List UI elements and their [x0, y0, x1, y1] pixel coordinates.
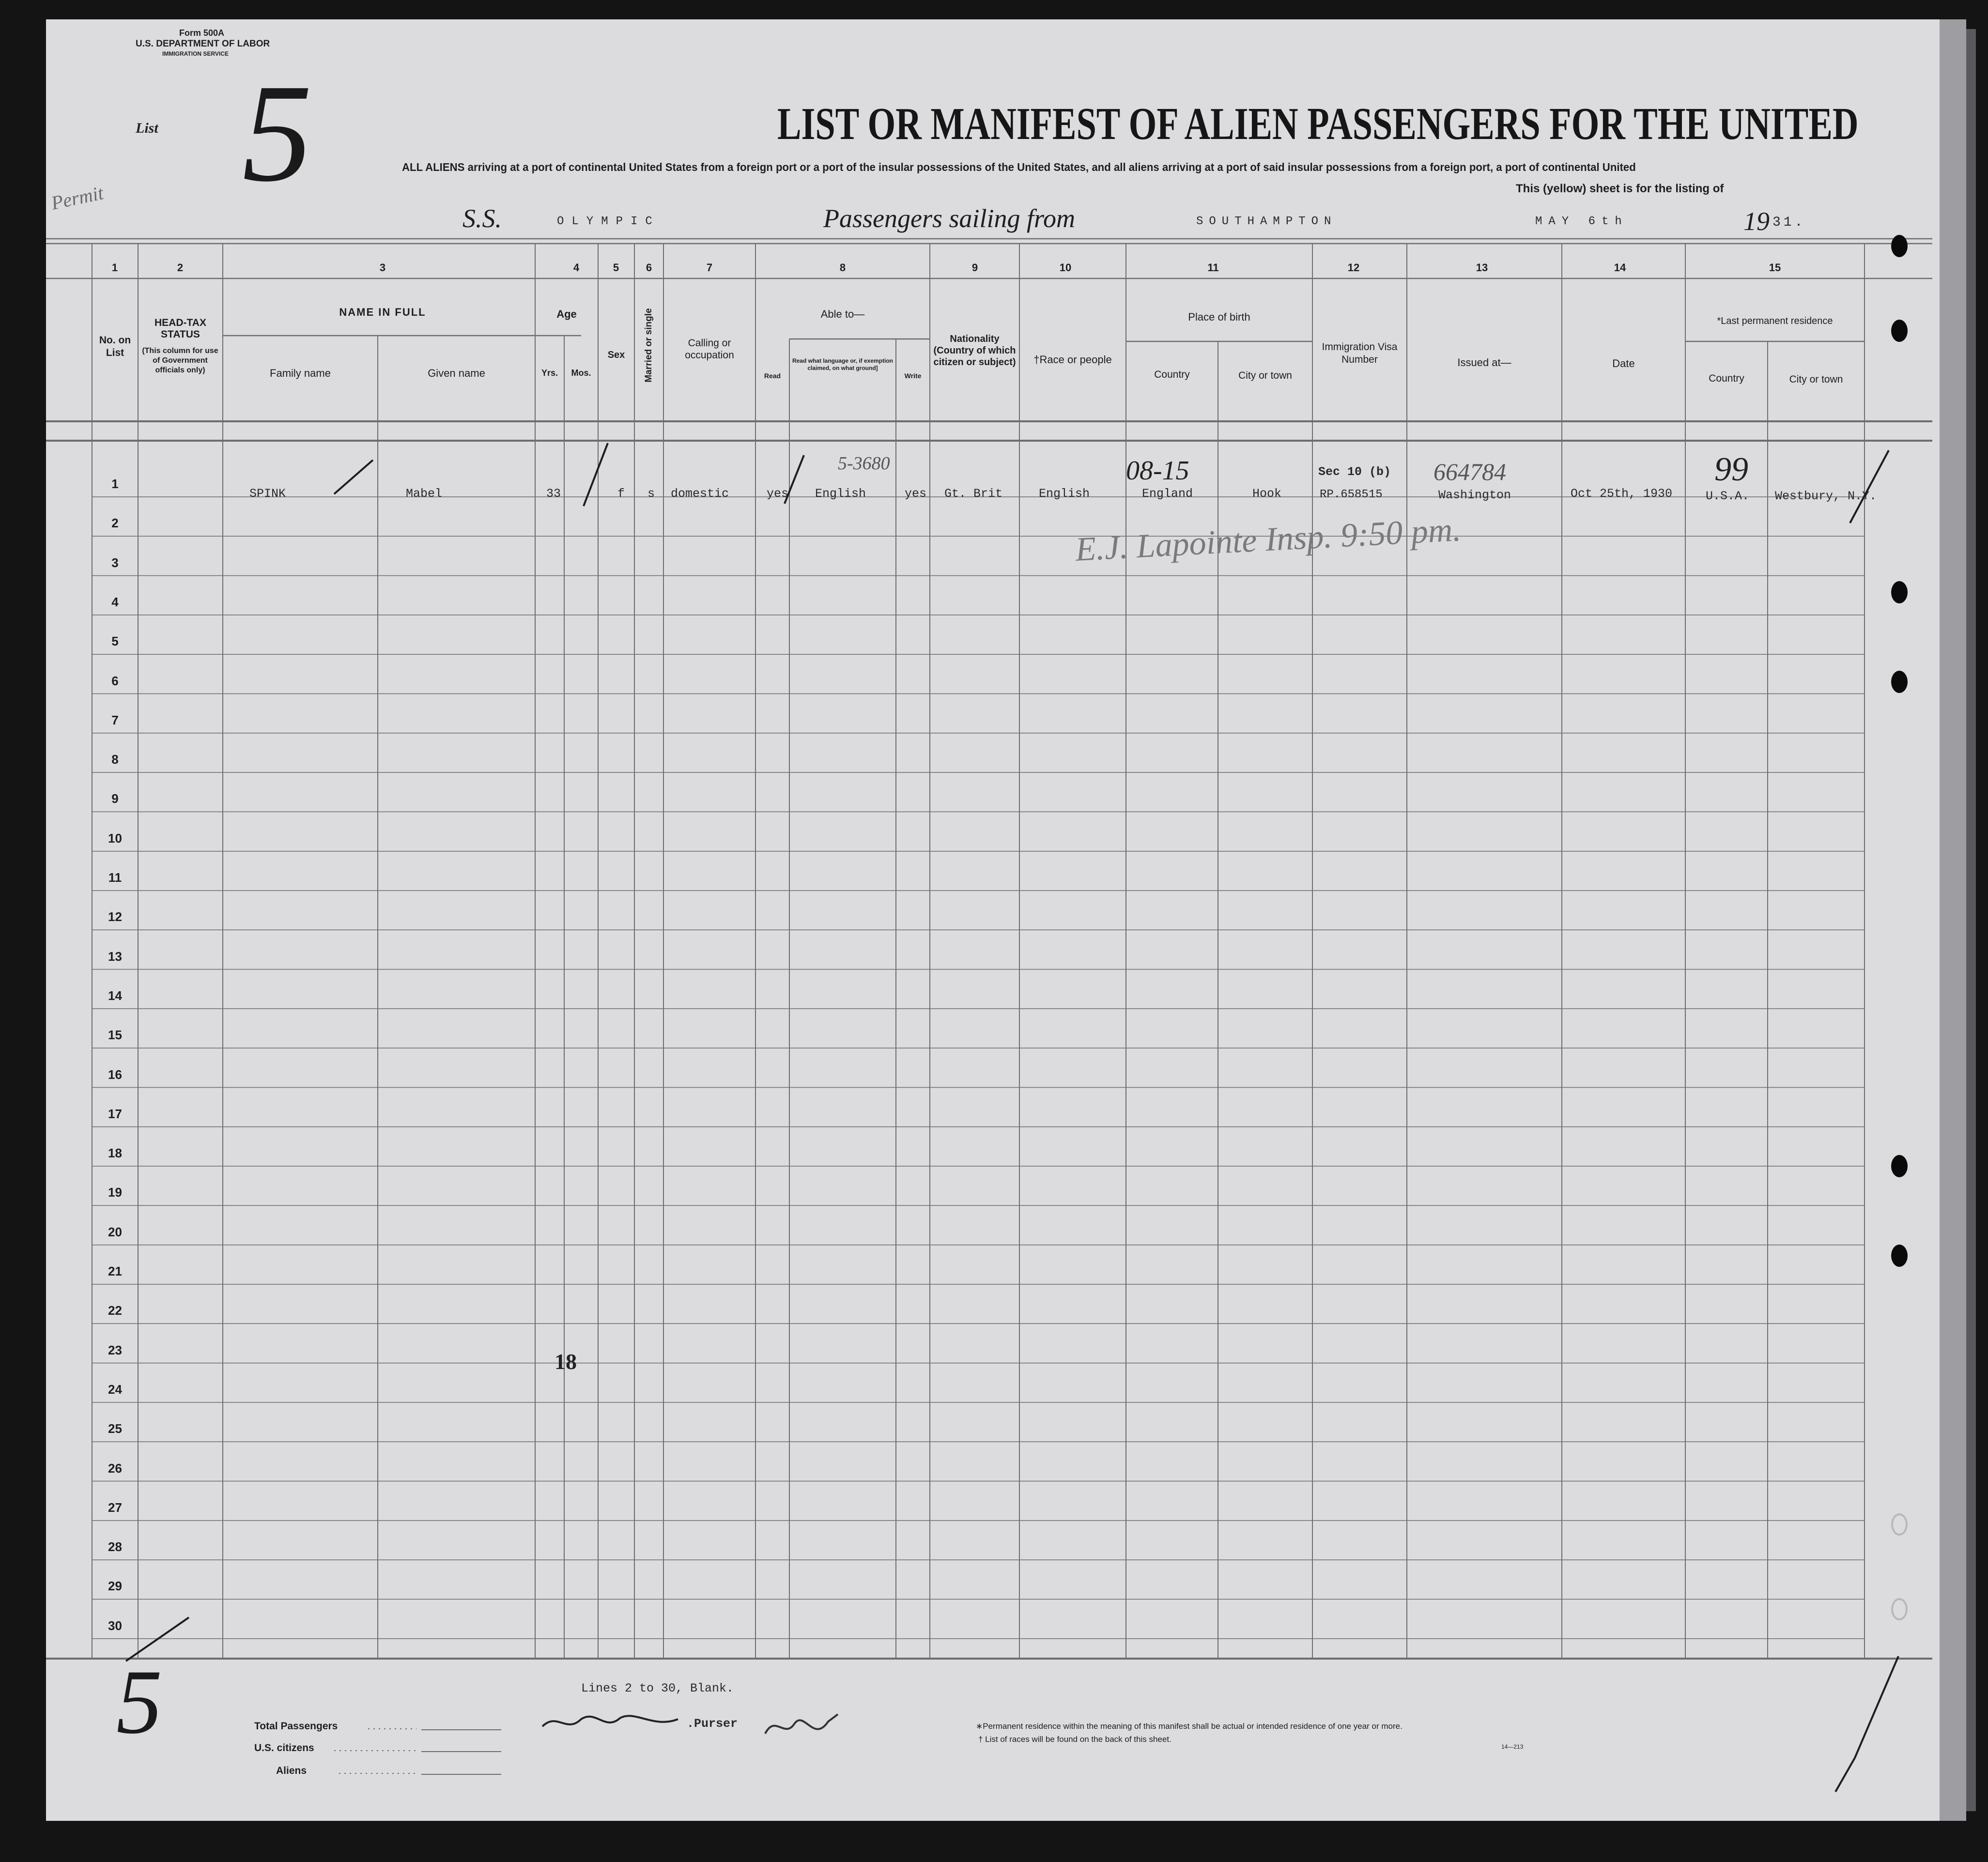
race: English [1039, 487, 1090, 501]
header-res-country: Country [1709, 373, 1744, 384]
given-name: Mabel [406, 487, 443, 501]
race-footnote: † List of races will be found on the back of this sheet. [978, 1735, 1171, 1744]
row-number: 11 [108, 870, 122, 885]
visa-handwritten: 664784 [1433, 458, 1506, 485]
form-number: Form 500A [179, 28, 225, 38]
nationality: Gt. Brit [944, 487, 1003, 501]
departure-port: SOUTHAMPTON [1196, 215, 1337, 228]
manifest-subtitle: ALL ALIENS arriving at a port of continental United States from a foreign port or a port of the insular possessions of the United States, and all aliens arriving at a port of said insular possessions from a foreign port, a port of continental United [402, 161, 1636, 173]
row-number: 27 [108, 1500, 122, 1515]
language-code-handwritten: 5-3680 [838, 453, 890, 474]
header-res-city: City or town [1789, 374, 1843, 385]
row-number: 6 [111, 673, 119, 688]
row-number: 2 [111, 516, 119, 531]
row-number: 25 [108, 1421, 122, 1436]
header-able-to: Able to— [820, 308, 865, 320]
column-number: 12 [1347, 262, 1360, 274]
header-calling: Calling or occupation [685, 338, 734, 361]
row-number: 29 [108, 1579, 122, 1594]
row-number: 10 [108, 831, 122, 846]
row-number: 26 [108, 1461, 122, 1476]
column-number: 14 [1614, 262, 1626, 274]
row-number: 23 [108, 1342, 122, 1357]
residence-country: U.S.A. [1706, 489, 1750, 503]
column-number: 11 [1207, 262, 1219, 274]
row-number: 4 [111, 594, 119, 609]
column-number: 13 [1476, 262, 1488, 274]
side-number: 18 [555, 1349, 577, 1374]
sailing-label: Passengers sailing from [823, 204, 1076, 233]
age-years: 33 [546, 487, 561, 501]
header-birth-country: Country [1154, 369, 1190, 380]
row-number: 24 [108, 1382, 122, 1397]
bottom-number-handwritten: 5 [116, 1651, 162, 1753]
sailing-date: MAY 6th [1535, 215, 1628, 228]
issued-at: Washington [1438, 488, 1511, 502]
row-number: 3 [111, 555, 119, 570]
header-head-tax: HEAD-TAX STATUS [154, 317, 206, 340]
column-number: 4 [573, 262, 580, 274]
ship-name: OLYMPIC [557, 215, 660, 228]
sex: f [617, 487, 625, 501]
margin-stamp: Permit [49, 182, 106, 214]
visa-section: Sec 10 (b) [1318, 465, 1391, 479]
header-family-name: Family name [270, 367, 331, 379]
row-number: 16 [108, 1067, 122, 1082]
year-prefix: 19 [1743, 207, 1770, 236]
row-number: 20 [108, 1224, 122, 1239]
row-number: 5 [111, 634, 119, 649]
column-number: 10 [1059, 262, 1072, 274]
column-number: 6 [646, 262, 652, 274]
family-name: SPINK [249, 487, 286, 501]
header-married: Married or single [644, 308, 654, 383]
column-number: 1 [111, 262, 118, 274]
row-number: 8 [111, 752, 119, 767]
row-number: 13 [108, 949, 122, 964]
header-race: †Race or people [1033, 354, 1112, 366]
ss-label: S.S. [462, 204, 502, 233]
manifest-subtitle-2: This (yellow) sheet is for the listing of [1516, 182, 1724, 195]
row-number: 12 [108, 909, 122, 924]
header-age: Age [556, 308, 577, 320]
header-no-on-list: No. on List [99, 335, 131, 358]
column-number: 3 [379, 262, 386, 274]
header-nationality: Nationality (Country of which citizen or subject) [933, 334, 1016, 368]
row-number: 21 [108, 1264, 122, 1278]
row-number: 1 [111, 477, 119, 491]
residence-city: Westbury, N.Y. [1775, 489, 1877, 503]
row-number: 28 [108, 1539, 122, 1554]
total-passengers-label: Total Passengers [254, 1721, 338, 1732]
can-read: yes [767, 487, 789, 501]
header-given-name: Given name [428, 367, 485, 379]
column-number: 7 [706, 262, 713, 274]
header-read: Read [764, 372, 781, 380]
aliens-label: Aliens [276, 1765, 307, 1776]
list-number-handwritten: 5 [242, 55, 312, 211]
can-write: yes [905, 487, 927, 501]
row-number: 14 [108, 988, 122, 1003]
header-head-tax-note: (This column for use of Government officials only) [142, 347, 218, 374]
residence-footnote: ∗Permanent residence within the meaning of this manifest shall be actual or intended residence of one year or more. [976, 1722, 1402, 1731]
visa-number: RP.658515 [1320, 488, 1383, 501]
year-suffix: 31. [1772, 215, 1806, 230]
us-citizens-label: U.S. citizens [254, 1742, 314, 1754]
list-label: List [136, 120, 158, 136]
header-read-what: Read what language or, if exemption claimed, on what ground] [792, 357, 894, 371]
language: English [815, 487, 866, 501]
header-write: Write [904, 372, 922, 380]
column-number: 9 [971, 262, 978, 274]
row-number: 30 [108, 1618, 122, 1633]
header-place-of-birth: Place of birth [1188, 311, 1250, 323]
service-label: IMMIGRATION SERVICE [162, 50, 229, 57]
blank-lines-note: Lines 2 to 30, Blank. [581, 1681, 734, 1695]
row-number: 19 [108, 1185, 122, 1200]
row-number: 22 [108, 1303, 122, 1318]
form-code: 14—213 [1501, 1743, 1524, 1750]
column-number: 5 [613, 262, 619, 274]
column-number: 15 [1769, 262, 1781, 274]
column-number: 2 [177, 262, 184, 274]
purser-label: .Purser [687, 1717, 738, 1731]
header-yrs: Yrs. [541, 368, 558, 378]
marital-status: s [647, 487, 655, 501]
header-mos: Mos. [571, 368, 591, 378]
residence-code-handwritten: 99 [1714, 451, 1748, 488]
manifest-title: LIST OR MANIFEST OF ALIEN PASSENGERS FOR THE UNITED [777, 99, 1859, 149]
birth-country: England [1142, 487, 1193, 501]
inspector-note-handwritten: E.J. Lapointe Insp. 9:50 pm. [1074, 511, 1462, 569]
row-number: 15 [108, 1028, 122, 1043]
occupation: domestic [671, 487, 729, 501]
birth-city: Hook [1252, 487, 1282, 501]
header-sex: Sex [607, 350, 625, 360]
header-date: Date [1612, 357, 1635, 369]
header-name-in-full: NAME IN FULL [339, 306, 426, 318]
department-label: U.S. DEPARTMENT OF LABOR [136, 39, 270, 49]
row-number: 18 [108, 1146, 122, 1161]
header-visa: Immigration Visa Number [1322, 341, 1398, 365]
birth-code-handwritten: 08-15 [1126, 456, 1189, 486]
column-number: 8 [839, 262, 846, 274]
row-number: 7 [111, 712, 119, 727]
issue-date: Oct 25th, 1930 [1571, 487, 1673, 501]
row-number: 9 [111, 791, 119, 806]
header-birth-city: City or town [1238, 370, 1292, 381]
header-last-residence: *Last permanent residence [1717, 316, 1833, 326]
row-number: 17 [108, 1106, 122, 1121]
header-issued-at: Issued at— [1457, 356, 1511, 369]
